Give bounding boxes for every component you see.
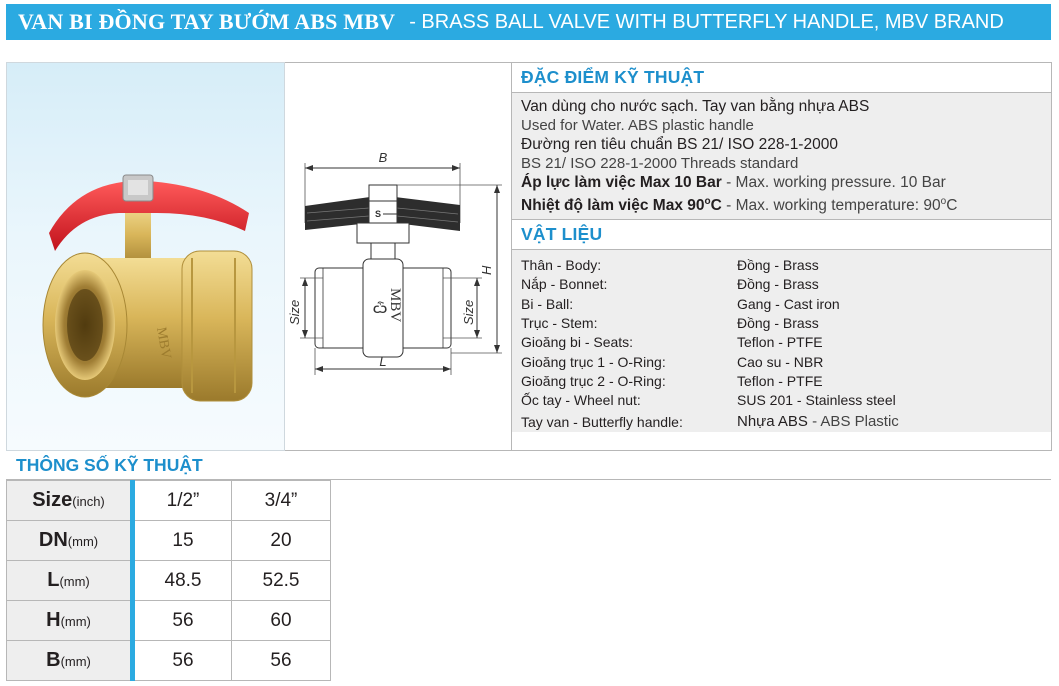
feature-line1-vn: Van dùng cho nước sạch. Tay van bằng nhựa ABS xyxy=(521,98,870,115)
feature-line4 xyxy=(521,192,1042,215)
table-cell: 56 xyxy=(133,601,232,641)
row-label-main: H xyxy=(46,609,61,631)
material-value: Đồng - Brass xyxy=(737,315,819,332)
material-part: Gioăng trục 2 - O-Ring: xyxy=(521,372,666,389)
table-cell: 3/4” xyxy=(232,481,331,521)
features-title: ĐẶC ĐIỂM KỸ THUẬT xyxy=(512,63,1051,93)
handle-letter: S xyxy=(375,209,382,219)
material-row xyxy=(521,391,1042,410)
valve-dimension-drawing xyxy=(285,63,511,452)
table-cell: 20 xyxy=(232,521,331,561)
table-cell: 15 xyxy=(133,521,232,561)
material-part: Ốc tay - Wheel nut: xyxy=(521,392,641,409)
table-row xyxy=(7,521,331,561)
table-cell: 48.5 xyxy=(133,561,232,601)
row-label xyxy=(7,601,133,641)
material-row xyxy=(521,411,1042,433)
table-row xyxy=(7,481,331,521)
material-value: SUS 201 - Stainless steel xyxy=(737,392,896,409)
feature-line4-vn-sup: o xyxy=(704,196,711,207)
material-part: Trục - Stem: xyxy=(521,315,598,332)
feature-line2-en: BS 21/ ISO 228-1-2000 Threads standard xyxy=(521,155,799,172)
material-part: Thân - Body: xyxy=(521,257,602,274)
material-part: Bi - Ball: xyxy=(521,295,574,312)
specs-panel xyxy=(512,62,1052,451)
material-row xyxy=(521,295,1042,314)
specs-table-title: THÔNG SỐ KỸ THUẬT xyxy=(6,452,1051,480)
dim-h-label: H xyxy=(479,265,494,275)
table-cell: 52.5 xyxy=(232,561,331,601)
dim-size-left-label: Size xyxy=(287,299,302,325)
row-label xyxy=(7,561,133,601)
feature-line4-en-a: - Max. working temperature: 90 xyxy=(726,197,941,215)
table-row xyxy=(7,561,331,601)
features-list xyxy=(512,93,1051,220)
row-label-unit: (mm) xyxy=(59,574,90,589)
material-row xyxy=(521,353,1042,372)
table-cell: 56 xyxy=(232,641,331,681)
material-row xyxy=(521,275,1042,294)
material-value: Cao su - NBR xyxy=(737,353,824,370)
specs-table xyxy=(6,480,331,681)
material-row xyxy=(521,333,1042,352)
material-row xyxy=(521,314,1042,333)
title-banner xyxy=(6,4,1051,40)
dim-size-right-label: Size xyxy=(461,299,476,325)
material-part: Nắp - Bonnet: xyxy=(521,276,608,293)
feature-line4-vn-a: Nhiệt độ làm việc Max 90 xyxy=(521,197,705,215)
table-row xyxy=(7,641,331,681)
row-label-main: B xyxy=(46,649,61,671)
material-value: Teflon - PTFE xyxy=(737,372,823,389)
banner-title-en: - BRASS BALL VALVE WITH BUTTERFLY HANDLE, MBV BRAND xyxy=(409,10,1004,33)
body-mbv-text: MBV xyxy=(387,288,403,323)
feature-line3 xyxy=(521,173,1042,192)
material-value-en: - ABS Plastic xyxy=(812,412,899,430)
row-label-main: DN xyxy=(38,529,68,551)
material-row xyxy=(521,256,1042,275)
dim-l-label: L xyxy=(379,354,387,369)
row-label xyxy=(7,521,133,561)
row-label xyxy=(7,641,133,681)
feature-line3-en: - Max. working pressure. 10 Bar xyxy=(726,174,946,191)
banner-title-vn: VAN BI ĐỒNG TAY BƯỚM ABS MBV xyxy=(18,9,396,34)
feature-line2-vn: Đường ren tiêu chuẩn BS 21/ ISO 228-1-2000 xyxy=(521,136,838,153)
table-row xyxy=(7,601,331,641)
table-cell: 56 xyxy=(133,641,232,681)
feature-line4-vn-b: C xyxy=(710,197,722,215)
dim-b-label: B xyxy=(378,150,388,165)
material-value: Đồng - Brass xyxy=(737,276,819,293)
materials-title: VẬT LIỆU xyxy=(512,220,1051,250)
material-part: Gioăng trục 1 - O-Ring: xyxy=(521,353,666,370)
material-value-vn: Nhựa ABS xyxy=(737,412,808,430)
svg-text:Ѽ: Ѽ xyxy=(373,304,388,316)
material-value: Teflon - PTFE xyxy=(737,334,823,351)
row-label xyxy=(7,481,133,521)
row-label-unit: (inch) xyxy=(72,494,105,509)
product-photo xyxy=(6,62,285,451)
row-label-unit: (mm) xyxy=(60,654,91,669)
row-label-unit: (mm) xyxy=(60,614,91,629)
material-row xyxy=(521,372,1042,391)
svg-text:MBV: MBV xyxy=(153,326,174,361)
table-cell: 60 xyxy=(232,601,331,641)
material-value: Gang - Cast iron xyxy=(737,295,840,312)
row-label-main: Size xyxy=(32,489,73,511)
row-label-unit: (mm) xyxy=(67,534,99,549)
feature-line1-en: Used for Water. ABS plastic handle xyxy=(521,117,754,134)
feature-line3-vn: Áp lực làm việc Max 10 Bar xyxy=(521,174,722,191)
brass-ball-valve-image xyxy=(7,63,285,451)
feature-line4-en-b: C xyxy=(946,197,958,215)
row-label-main: L xyxy=(47,569,60,591)
feature-line4-en-sup: o xyxy=(940,196,947,207)
material-part: Gioăng bi - Seats: xyxy=(521,334,634,351)
materials-list xyxy=(512,250,1051,432)
technical-drawing xyxy=(285,62,512,451)
material-part: Tay van - Butterfly handle: xyxy=(521,413,683,430)
material-value: Đồng - Brass xyxy=(737,257,819,274)
table-cell: 1/2” xyxy=(133,481,232,521)
